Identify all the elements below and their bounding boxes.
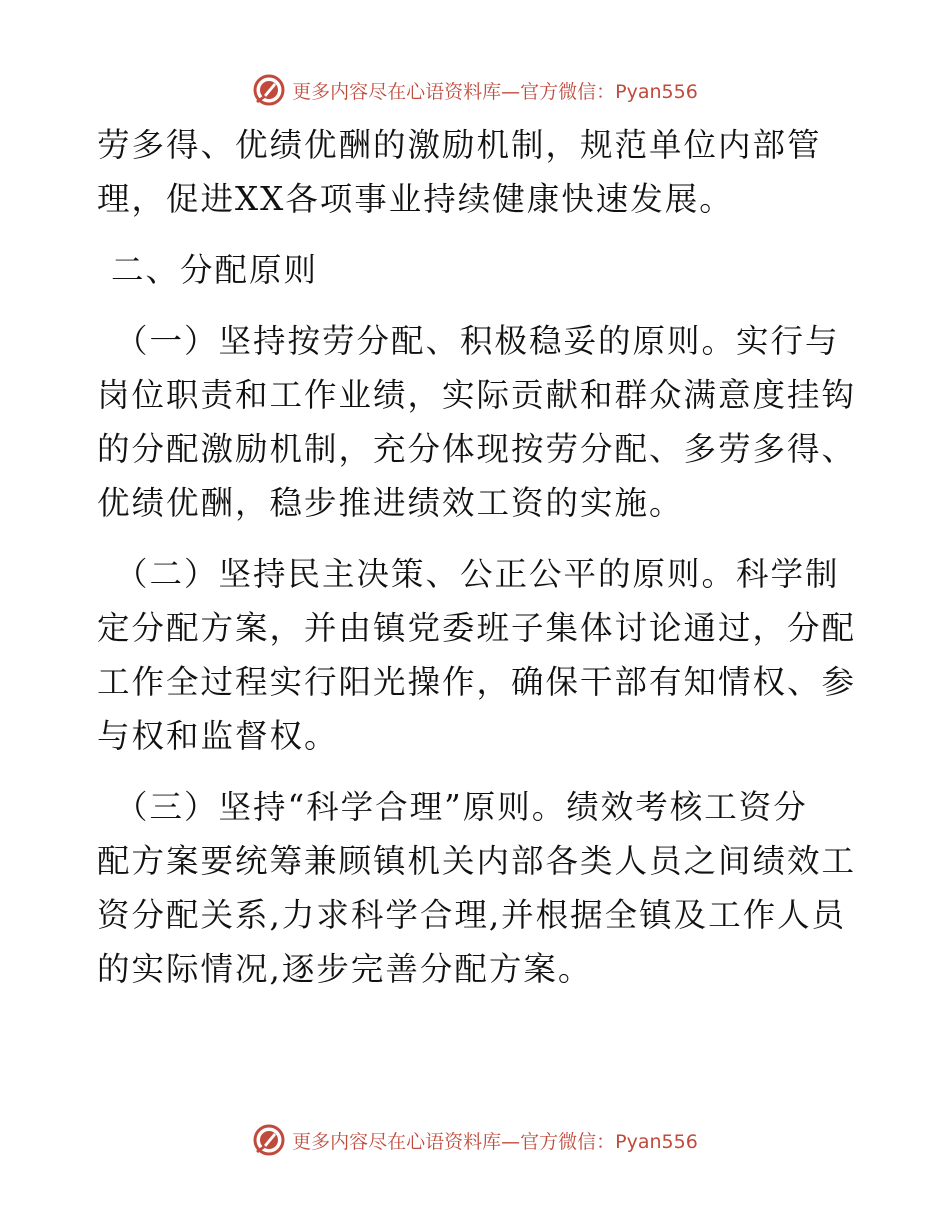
pen-seal-icon <box>252 1123 286 1157</box>
text-line: （一）坚持按劳分配、积极稳妥的原则。实行与 <box>115 322 840 360</box>
paragraph-principle-2 <box>97 547 857 763</box>
banner-text: 更多内容尽在心语资料库—官方微信：Pyan556 <box>292 80 698 103</box>
text-line: 劳多得、优绩优酬的激励机制，规范单位内部管 <box>97 126 822 164</box>
text-line: 工作全过程实行阳光操作，确保干部有知情权、参 <box>97 663 857 701</box>
text-line: 资分配关系,力求科学合理,并根据全镇及工作人员 <box>97 896 847 934</box>
text-line: 理，促进XX各项事业持续健康快速发展。 <box>97 180 734 218</box>
text-line: 与权和监督权。 <box>97 717 339 755</box>
footer-banner <box>0 1120 950 1160</box>
text-line: 定分配方案，并由镇党委班子集体讨论通过，分配 <box>97 609 857 647</box>
text-line: 的实际情况,逐步完善分配方案。 <box>97 950 593 988</box>
banner-text: 更多内容尽在心语资料库—官方微信：Pyan556 <box>292 1130 698 1153</box>
text-line: （三）坚持“科学合理”原则。绩效考核工资分 <box>115 788 808 826</box>
header-banner <box>0 70 950 110</box>
text-line: 的分配激励机制，充分体现按劳分配、多劳多得、 <box>97 430 857 468</box>
text-line: 配方案要统筹兼顾镇机关内部各类人员之间绩效工 <box>97 842 857 880</box>
paragraph-continuation <box>97 118 857 226</box>
text-line: 岗位职责和工作业绩，实际贡献和群众满意度挂钩 <box>97 376 857 414</box>
document-body <box>97 118 857 996</box>
section-heading <box>97 243 857 297</box>
text-line: （二）坚持民主决策、公正公平的原则。科学制 <box>115 555 840 593</box>
paragraph-principle-3 <box>97 780 857 996</box>
paragraph-principle-1 <box>97 314 857 530</box>
text-line: 优绩优酬，稳步推进绩效工资的实施。 <box>97 484 684 522</box>
pen-seal-icon <box>252 73 286 107</box>
section-title: 二、分配原则 <box>111 251 319 289</box>
